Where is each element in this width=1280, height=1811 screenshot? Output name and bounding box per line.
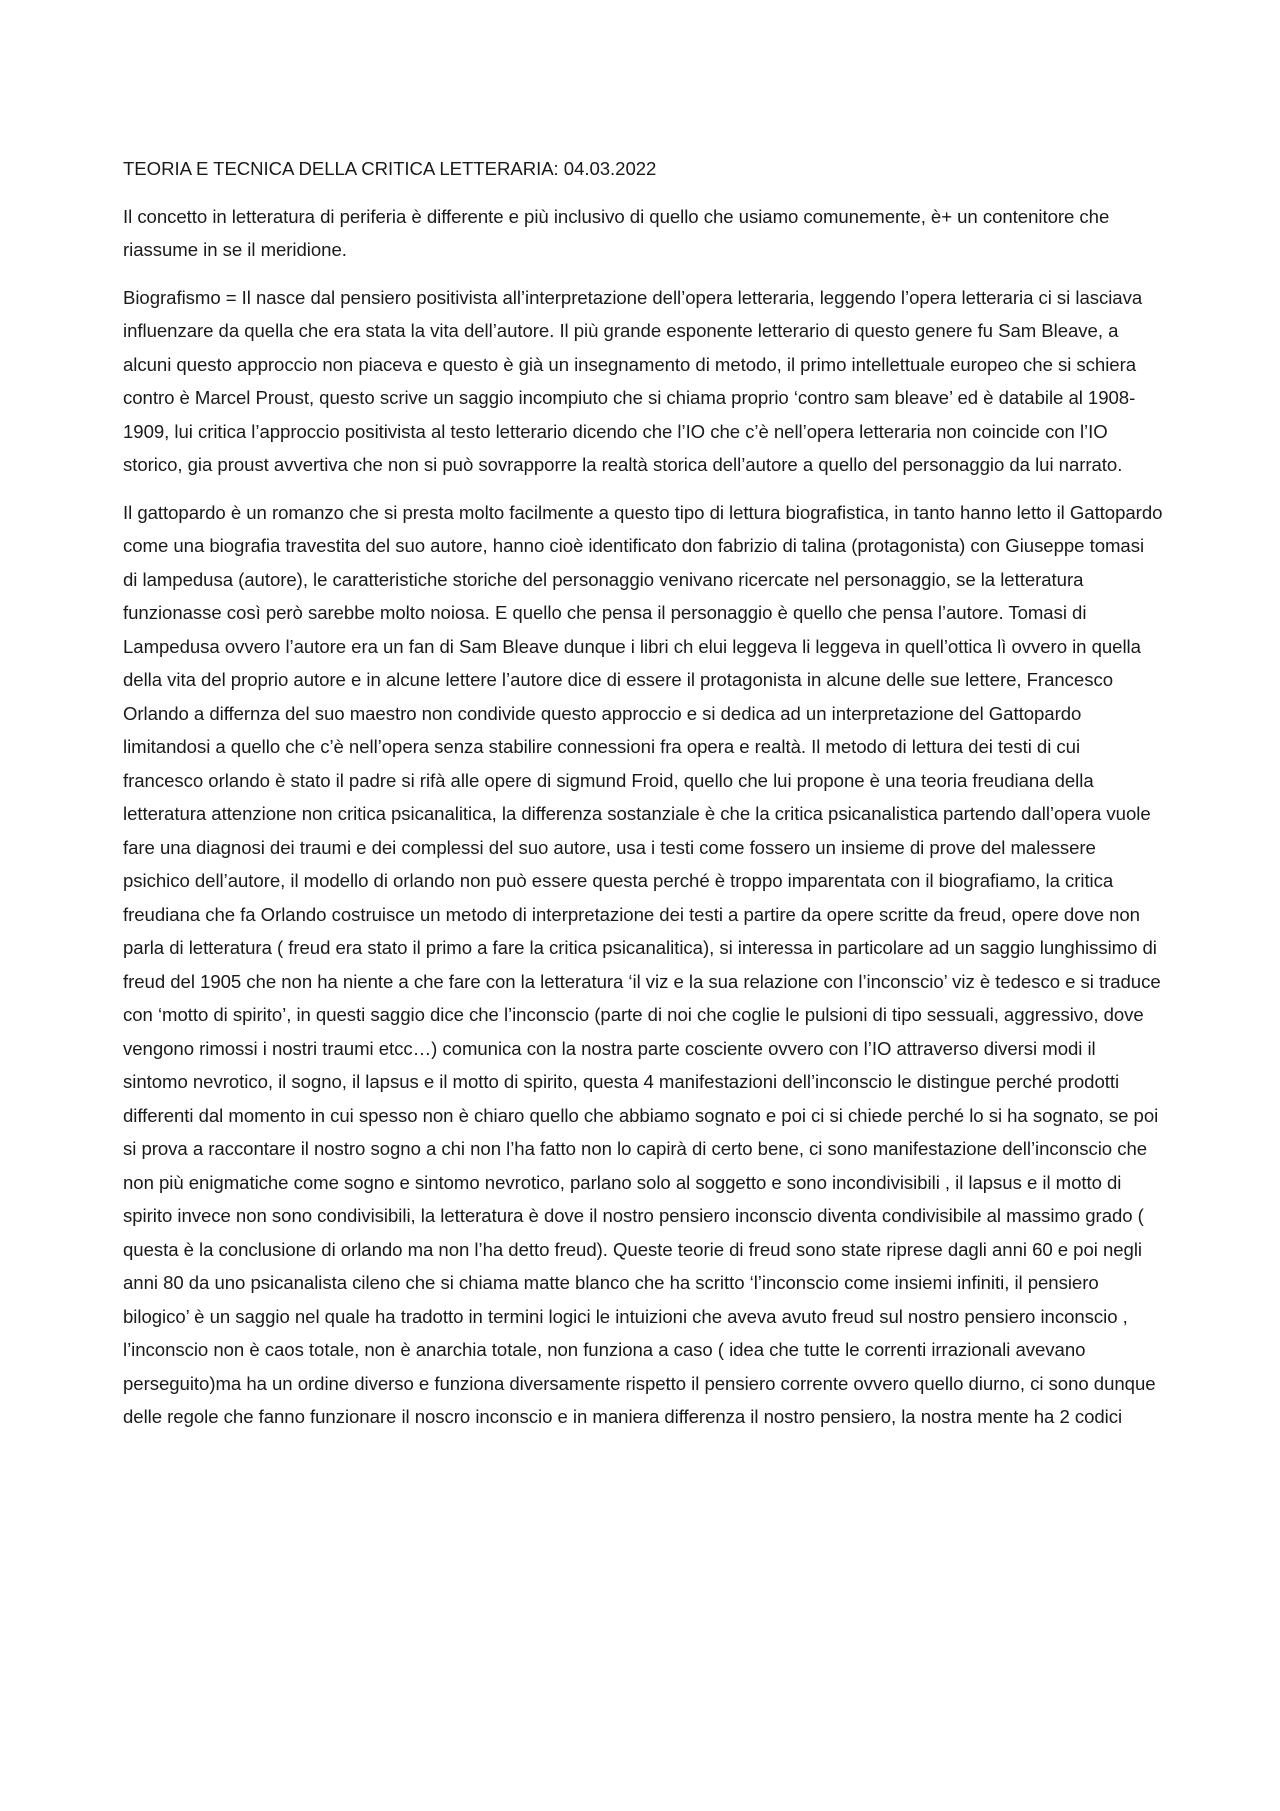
paragraph-gattopardo: Il gattopardo è un romanzo che si presta molto facilmente a questo tipo di lettura biografistica, in tanto hanno letto il Gattopardo come una biografia travestita del suo autore, hanno cioè identificato don fabrizio di talina (protagonista) con Giuseppe tomasi di lampedusa (autore), le caratteristiche storiche del personaggio venivano ricercate nel personaggio, se la letteratura funzionasse così però sarebbe molto noiosa. E quello che pensa il personaggio è quello che pensa l’autore. Tomasi di Lampedusa ovvero l’autore era un fan di Sam Bleave dunque i libri ch elui leggeva li leggeva in quell’ottica lì ovvero in quella della vita del proprio autore e in alcune lettere l’autore dice di essere il protagonista in alcune delle sue lettere, Francesco Orlando a differnza del suo maestro non condivide questo approccio e si dedica ad un interpretazione del Gattopardo limitandosi a quello che c’è nell’opera senza stabilire connessioni fra opera e realtà. Il metodo di lettura dei testi di cui francesco orlando è stato il padre si rifà alle opere di sigmund Froid, quello che lui propone è una teoria freudiana della letteratura attenzione non critica psicanalitica, la differenza sostanziale è che la critica psicanalistica partendo dall’opera vuole fare una diagnosi dei traumi e dei complessi del suo autore, usa i testi come fossero un insieme di prove del malessere psichico dell’autore, il modello di orlando non può essere questa perché è troppo imparentata con il biografiamo, la critica freudiana che fa Orlando costruisce un metodo di interpretazione dei testi a partire da opere scritte da freud, opere dove non parla di letteratura ( freud era stato il primo a fare la critica psicanalitica), si interessa in particolare ad un saggio lunghissimo di freud del 1905 che non ha niente a che fare con la letteratura ‘il viz e la sua relazione con l’inconscio’ viz è tedesco e si traduce con ‘motto di spirito’, in questi saggio dice che l’inconscio (parte di noi che coglie le pulsioni di tipo sessuali, aggressivo, dove vengono rimossi i nostri traumi etcc…) comunica con la nostra parte cosciente ovvero con l’IO attraverso diversi modi il sintomo nevrotico, il sogno, il lapsus e il motto di spirito, questa 4 manifestazioni dell’inconscio le distingue perché prodotti differenti dal momento in cui spesso non è chiaro quello che abbiamo sognato e poi ci si chiede perché lo si ha sognato, se poi si prova a raccontare il nostro sogno a chi non l’ha fatto non lo capirà di certo bene, ci sono manifestazione dell’inconscio che non più enigmatiche come sogno e sintomo nevrotico, parlano solo al soggetto e sono incondivisibili , il lapsus e il motto di spirito invece non sono condivisibili, la letteratura è dove il nostro pensiero inconscio diventa condivisibile al massimo grado ( questa è la conclusione di orlando ma non l’ha detto freud). Queste teorie di freud sono state riprese dagli anni 60 e poi negli anni 80 da uno psicanalista cileno che si chiama matte blanco che ha scritto ‘l’inconscio come insiemi infiniti, il pensiero bilogico’ è un saggio nel quale ha tradotto in termini logici le intuizioni che aveva avuto freud sul nostro pensiero inconscio , l’inconscio non è caos totale, non è anarchia totale, non funziona a caso ( idea che tutte le correnti irrazionali avevano perseguito)ma ha un ordine diverso e funziona diversamente rispetto il pensiero corrente ovvero quello diurno, ci sono dunque delle regole che fanno funzionare il noscro inconscio e in maniera differenza il nostro pensiero, la nostra mente ha 2 codici [123, 501, 1163, 1427]
paragraph-periferia: Il concetto in letteratura di periferia è differente e più inclusivo di quello che usiamo comunemente, è+ un contenitore che riassume in se il meridione. [123, 205, 1110, 260]
document-title: TEORIA E TECNICA DELLA CRITICA LETTERARIA: 04.03.2022 [123, 158, 657, 179]
paragraph-biografismo: Biografismo = Il nasce dal pensiero positivista all’interpretazione dell’opera letteraria, leggendo l’opera letteraria ci si lasciava influenzare da quella che era stata la vita dell’autore. Il più grande esponente letterario di questo genere fu Sam Bleave, a alcuni questo approccio non piaceva e questo è già un insegnamento di metodo, il primo intellettuale europeo che si schiera contro è Marcel Proust, questo scrive un saggio incompiuto che si chiama proprio ‘contro sam bleave’ ed è databile al 1908-1909, lui critica l’approccio positivista al testo letterario dicendo che l’IO che c’è nell’opera letteraria non coincide con l’IO storico, gia proust avvertiva che non si può sovrapporre la realtà storica dell’autore a quello del personaggio da lui narrato. [123, 286, 1143, 475]
document-body [123, 152, 1163, 1448]
